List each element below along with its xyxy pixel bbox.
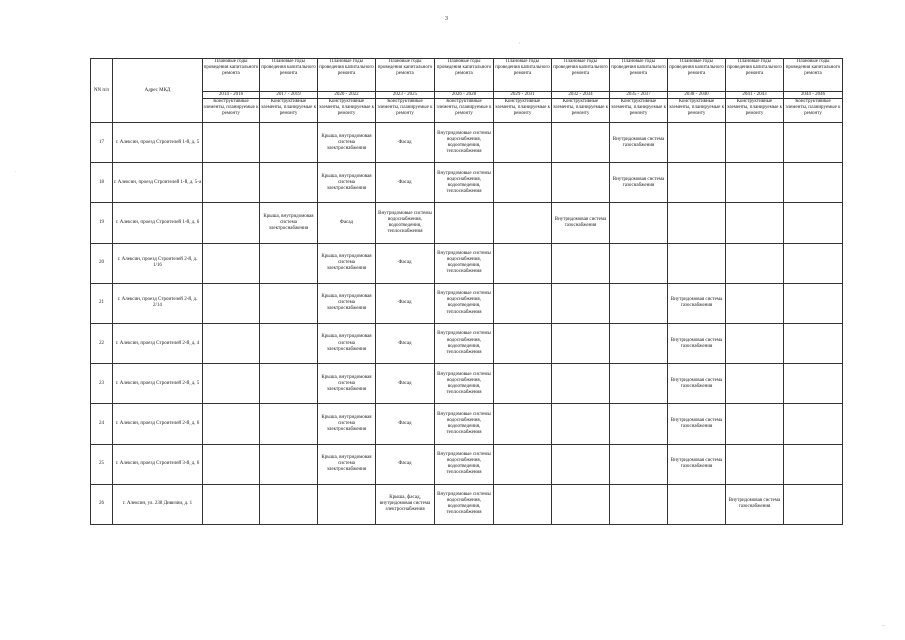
- header-elements-label: Конструктивные элементы, планируемые к ремонту: [203, 99, 260, 123]
- table-row: [91, 484, 843, 524]
- repair-cell: Фасад: [376, 243, 435, 283]
- repair-cell: [784, 364, 843, 404]
- repair-cell: [784, 283, 843, 323]
- row-number: 21: [91, 283, 113, 323]
- repair-cell: Внутридомовые системы водоснабжения, водоотведения, теплоснабжения: [435, 404, 494, 444]
- repair-cell: [260, 283, 318, 323]
- table-row: [91, 203, 843, 243]
- repair-cell: Внутридомовая система газоснабжения: [668, 364, 726, 404]
- repair-cell: Фасад: [376, 444, 435, 484]
- repair-cell: [610, 484, 668, 524]
- header-years: 2035 - 2037: [610, 92, 668, 99]
- repair-cell: Крыша, внутридомовая система электроснабжения: [318, 404, 376, 444]
- header-elements-label: Конструктивные элементы, планируемые к ремонту: [610, 99, 668, 123]
- row-address: г. Алексин, проезд Строителей 1-й, д. 6: [113, 203, 203, 243]
- header-period-label: Плановые годы проведения капитального ремонта: [784, 59, 843, 92]
- scan-mark: ': [519, 43, 520, 48]
- repair-cell: Фасад: [318, 203, 376, 243]
- repair-cell: [552, 364, 610, 404]
- row-address: г. Алексин, проезд Строителей 3-й, д. 6: [113, 444, 203, 484]
- repair-cell: Внутридомовые системы водоснабжения, водоотведения, теплоснабжения: [376, 203, 435, 243]
- repair-cell: Внутридомовая система газоснабжения: [668, 404, 726, 444]
- repair-cell: [784, 404, 843, 444]
- repair-cell: [203, 283, 260, 323]
- header-period-label: Плановые годы проведения капитального ремонта: [260, 59, 318, 92]
- repair-cell: [203, 404, 260, 444]
- row-address: г. Алексин, проезд Строителей 2-й, д. 2/14: [113, 283, 203, 323]
- repair-cell: Внутридомовые системы водоснабжения, водоотведения, теплоснабжения: [435, 163, 494, 203]
- repair-cell: [552, 163, 610, 203]
- repair-cell: [494, 123, 552, 163]
- repair-cell: [552, 243, 610, 283]
- scan-mark: ·: [15, 170, 17, 175]
- row-address: г. Алексин, проезд Строителей 2-й, д. 4: [113, 324, 203, 364]
- repair-cell: Крыша, внутридомовая система электроснабжения: [318, 243, 376, 283]
- table-row: [91, 324, 843, 364]
- repair-cell: Внутридомовая система газоснабжения: [668, 324, 726, 364]
- header-address: Адрес МКД: [113, 59, 203, 123]
- row-address: г. Алексин, проезд Строителей 2-й, д. 1/16: [113, 243, 203, 283]
- repair-cell: [726, 203, 784, 243]
- repair-cell: [668, 203, 726, 243]
- repair-cell: [784, 444, 843, 484]
- repair-cell: [784, 484, 843, 524]
- repair-cell: [610, 283, 668, 323]
- repair-cell: [726, 324, 784, 364]
- header-elements-label: Конструктивные элементы, планируемые к ремонту: [726, 99, 784, 123]
- repair-cell: [260, 364, 318, 404]
- repair-cell: [784, 324, 843, 364]
- repair-cell: Крыша, внутридомовая система электроснабжения: [318, 163, 376, 203]
- header-elements-label: Конструктивные элементы, планируемые к ремонту: [318, 99, 376, 123]
- repair-cell: [726, 364, 784, 404]
- repair-cell: [260, 243, 318, 283]
- repair-cell: Внутридомовая система газоснабжения: [610, 163, 668, 203]
- row-number: 23: [91, 364, 113, 404]
- repair-cell: Внутридомовая система газоснабжения: [668, 283, 726, 323]
- repair-cell: [318, 484, 376, 524]
- repair-cell: Фасад: [376, 163, 435, 203]
- row-address: г. Алексин, проезд Строителей 2-й, д. 5: [113, 364, 203, 404]
- repair-cell: Внутридомовые системы водоснабжения, водоотведения, теплоснабжения: [435, 364, 494, 404]
- header-period-label: Плановые годы проведения капитального ремонта: [203, 59, 260, 92]
- row-address: г. Алексин, проезд Строителей 1-й, д. 5-а: [113, 163, 203, 203]
- table-row: [91, 283, 843, 323]
- repair-cell: [435, 203, 494, 243]
- header-years: 2032 - 2034: [552, 92, 610, 99]
- table-row: [91, 163, 843, 203]
- repair-cell: Фасад: [376, 364, 435, 404]
- row-number: 26: [91, 484, 113, 524]
- row-number: 25: [91, 444, 113, 484]
- repair-cell: [610, 243, 668, 283]
- repair-cell: Фасад: [376, 283, 435, 323]
- header-period-label: Плановые годы проведения капитального ремонта: [318, 59, 376, 92]
- repair-cell: Крыша, внутридомовая система электроснабжения: [318, 444, 376, 484]
- repair-cell: [668, 243, 726, 283]
- repair-cell: [260, 404, 318, 444]
- header-row-elements: [91, 99, 843, 123]
- repair-cell: Крыша, внутридомовая система электроснабжения: [260, 203, 318, 243]
- repair-cell: [610, 404, 668, 444]
- capital-repair-plan-table: [90, 58, 843, 525]
- row-address: г. Алексин, ул. 238 Дивизии, д. 1: [113, 484, 203, 524]
- repair-cell: [203, 324, 260, 364]
- repair-cell: [552, 324, 610, 364]
- repair-cell: Внутридомовые системы водоснабжения, водоотведения, теплоснабжения: [435, 243, 494, 283]
- table-row: [91, 123, 843, 163]
- repair-cell: [784, 203, 843, 243]
- repair-cell: Внутридомовые системы водоснабжения, водоотведения, теплоснабжения: [435, 484, 494, 524]
- repair-cell: Фасад: [376, 123, 435, 163]
- header-years: 2044 - 2046: [784, 92, 843, 99]
- repair-cell: [726, 123, 784, 163]
- row-number: 20: [91, 243, 113, 283]
- header-period-label: Плановые годы проведения капитального ремонта: [668, 59, 726, 92]
- repair-cell: [494, 203, 552, 243]
- repair-cell: [610, 364, 668, 404]
- row-number: 24: [91, 404, 113, 444]
- repair-cell: [494, 163, 552, 203]
- repair-cell: [260, 123, 318, 163]
- repair-cell: Внутридомовая система газоснабжения: [610, 123, 668, 163]
- repair-cell: Внутридомовые системы водоснабжения, водоотведения, теплоснабжения: [435, 283, 494, 323]
- header-period-label: Плановые годы проведения капитального ремонта: [435, 59, 494, 92]
- repair-cell: Внутридомовая система газоснабжения: [726, 484, 784, 524]
- repair-cell: [203, 364, 260, 404]
- repair-cell: [494, 283, 552, 323]
- repair-cell: Внутридомовые системы водоснабжения, водоотведения, теплоснабжения: [435, 123, 494, 163]
- repair-cell: [726, 444, 784, 484]
- header-period-label: Плановые годы проведения капитального ремонта: [552, 59, 610, 92]
- repair-cell: [494, 324, 552, 364]
- header-years: 2020 - 2022: [318, 92, 376, 99]
- repair-cell: [552, 404, 610, 444]
- header-years: 2017 - 2019: [260, 92, 318, 99]
- header-elements-label: Конструктивные элементы, планируемые к ремонту: [376, 99, 435, 123]
- header-elements-label: Конструктивные элементы, планируемые к ремонту: [552, 99, 610, 123]
- header-period-label: Плановые годы проведения капитального ремонта: [610, 59, 668, 92]
- repair-cell: [668, 163, 726, 203]
- repair-cell: [552, 484, 610, 524]
- repair-cell: [726, 404, 784, 444]
- table-row: [91, 243, 843, 283]
- repair-cell: [494, 364, 552, 404]
- header-num: NN п/п: [91, 59, 113, 123]
- row-address: г. Алексин, проезд Строителей 2-й, д. 6: [113, 404, 203, 444]
- table-row: [91, 404, 843, 444]
- repair-cell: [494, 404, 552, 444]
- repair-cell: Крыша, внутридомовая система электроснабжения: [318, 364, 376, 404]
- repair-cell: Крыша, внутридомовая система электроснабжения: [318, 283, 376, 323]
- repair-cell: [260, 324, 318, 364]
- repair-cell: [784, 163, 843, 203]
- header-years: 2038 - 2040: [668, 92, 726, 99]
- repair-cell: [494, 484, 552, 524]
- repair-cell: Фасад: [376, 404, 435, 444]
- repair-cell: [494, 444, 552, 484]
- row-number: 18: [91, 163, 113, 203]
- scan-mark: –: [882, 624, 885, 629]
- header-row-period: [91, 59, 843, 92]
- repair-cell: [668, 484, 726, 524]
- header-row-years: [91, 92, 843, 99]
- repair-cell: [610, 203, 668, 243]
- repair-cell: Крыша, внутридомовая система электроснабжения: [318, 324, 376, 364]
- repair-cell: [260, 163, 318, 203]
- header-years: 2023 - 2025: [376, 92, 435, 99]
- header-period-label: Плановые годы проведения капитального ремонта: [376, 59, 435, 92]
- repair-cell: [668, 123, 726, 163]
- repair-cell: [610, 444, 668, 484]
- repair-cell: Внутридомовые системы водоснабжения, водоотведения, теплоснабжения: [435, 324, 494, 364]
- repair-cell: [784, 243, 843, 283]
- repair-cell: [726, 243, 784, 283]
- repair-cell: [494, 243, 552, 283]
- repair-cell: [260, 484, 318, 524]
- repair-cell: Фасад: [376, 324, 435, 364]
- repair-cell: [203, 484, 260, 524]
- header-elements-label: Конструктивные элементы, планируемые к ремонту: [668, 99, 726, 123]
- repair-cell: [784, 123, 843, 163]
- repair-cell: [203, 123, 260, 163]
- repair-cell: Крыша, фасад, внутридомовая система электроснабжения: [376, 484, 435, 524]
- page-number: 3: [445, 16, 448, 22]
- repair-cell: [203, 243, 260, 283]
- header-elements-label: Конструктивные элементы, планируемые к ремонту: [784, 99, 843, 123]
- repair-cell: [203, 163, 260, 203]
- header-elements-label: Конструктивные элементы, планируемые к ремонту: [435, 99, 494, 123]
- header-years: 2029 - 2031: [494, 92, 552, 99]
- row-number: 19: [91, 203, 113, 243]
- header-period-label: Плановые годы проведения капитального ремонта: [726, 59, 784, 92]
- header-years: 2041 - 2043: [726, 92, 784, 99]
- header-elements-label: Конструктивные элементы, планируемые к ремонту: [260, 99, 318, 123]
- repair-cell: Внутридомовые системы водоснабжения, водоотведения, теплоснабжения: [435, 444, 494, 484]
- header-years: 2026 - 2028: [435, 92, 494, 99]
- row-address: г. Алексин, проезд Строителей 1-й, д. 5: [113, 123, 203, 163]
- table-row: [91, 364, 843, 404]
- header-elements-label: Конструктивные элементы, планируемые к ремонту: [494, 99, 552, 123]
- row-number: 22: [91, 324, 113, 364]
- repair-cell: [260, 444, 318, 484]
- repair-cell: [552, 123, 610, 163]
- repair-cell: Крыша, внутридомовая система электроснабжения: [318, 123, 376, 163]
- repair-cell: Внутридомовая система газоснабжения: [668, 444, 726, 484]
- repair-cell: [610, 324, 668, 364]
- repair-cell: [726, 163, 784, 203]
- repair-cell: [203, 444, 260, 484]
- header-years: 2014 - 2016: [203, 92, 260, 99]
- repair-cell: [552, 283, 610, 323]
- repair-cell: [552, 444, 610, 484]
- table-row: [91, 444, 843, 484]
- row-number: 17: [91, 123, 113, 163]
- header-period-label: Плановые годы проведения капитального ремонта: [494, 59, 552, 92]
- repair-cell: [726, 283, 784, 323]
- repair-cell: [203, 203, 260, 243]
- repair-cell: Внутридомовая система газоснабжения: [552, 203, 610, 243]
